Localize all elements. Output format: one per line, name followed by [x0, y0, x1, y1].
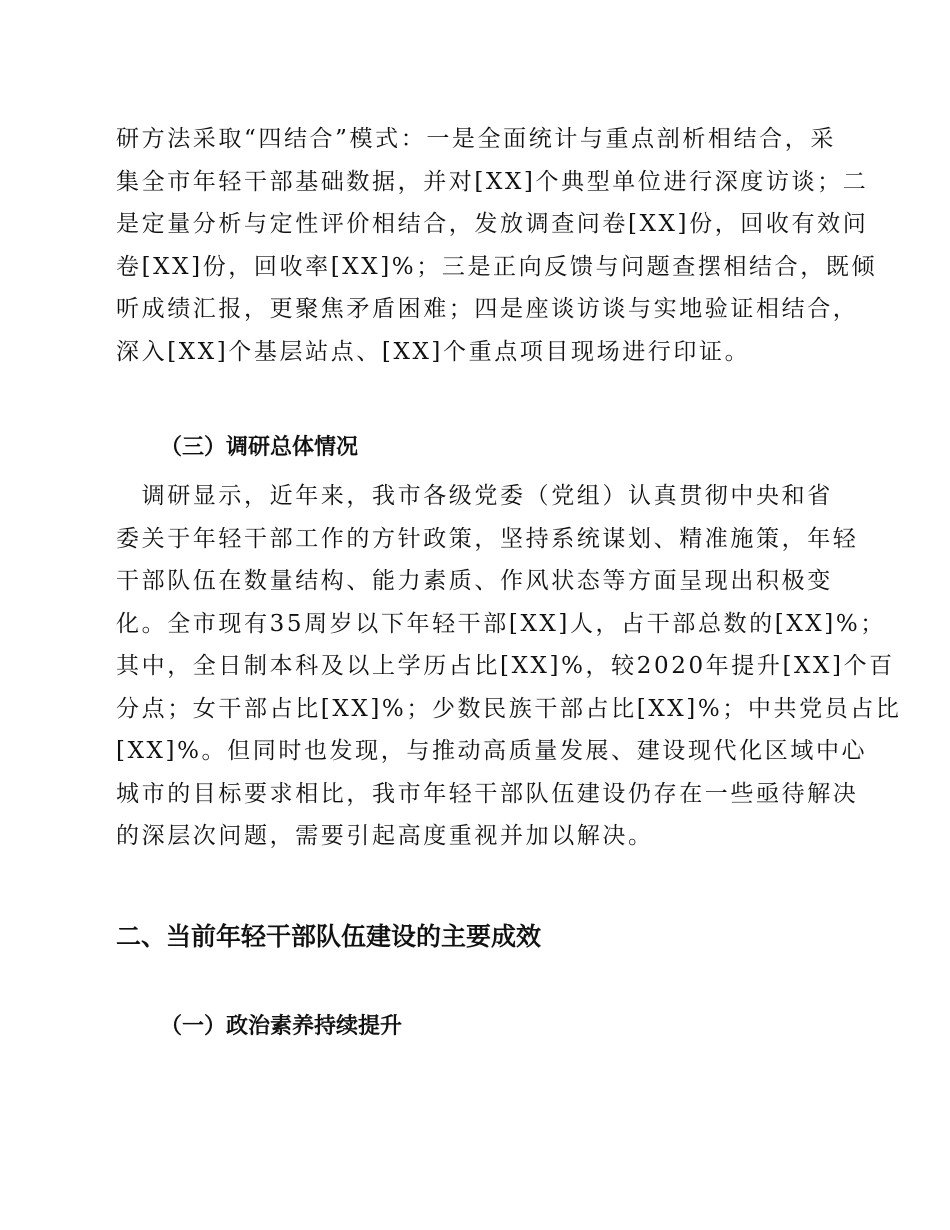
- overview-paragraph: [116, 475, 902, 858]
- paragraph-line: 的深层次问题，需要引起高度重视并加以解决。: [116, 823, 654, 849]
- paragraph-line: 其中，全日制本科及以上学历占比[XX]%，较2020年提升[XX]个百: [116, 653, 895, 679]
- paragraph-line: 分点；女干部占比[XX]%；少数民族干部占比[XX]%；中共党员占比: [116, 695, 902, 722]
- paragraph-line: 是定量分析与定性评价相结合，发放调查问卷[XX]份，回收有效问: [116, 211, 869, 237]
- chapter-heading: 二、当前年轻干部队伍建设的主要成效: [116, 922, 542, 951]
- paragraph-line: 集全市年轻干部基础数据，并对[XX]个典型单位进行深度访谈；二: [116, 168, 869, 195]
- section-heading: （一）政治素养持续提升: [160, 1014, 403, 1039]
- paragraph-line: 研方法采取“四结合”模式：一是全面统计与重点剖析相结合，采: [116, 126, 836, 152]
- paragraph-line: 委关于年轻干部工作的方针政策，坚持系统谋划、精准施策，年轻: [116, 525, 859, 552]
- paragraph-line: 干部队伍在数量结构、能力素质、作风状态等方面呈现出积极变: [116, 568, 833, 594]
- paragraph-line: [XX]%。但同时也发现，与推动高质量发展、建设现代化区域中心: [116, 738, 868, 764]
- paragraph-line: 化。全市现有35周岁以下年轻干部[XX]人，占干部总数的[XX]%；: [116, 610, 886, 637]
- paragraph-line: 城市的目标要求相比，我市年轻干部队伍建设仍存在一些亟待解决: [116, 780, 859, 807]
- paragraph-line: 听成绩汇报，更聚焦矛盾困难；四是座谈访谈与实地验证相结合，: [116, 296, 859, 322]
- methods-paragraph: [116, 118, 878, 373]
- section-heading: （三）调研总体情况: [160, 435, 359, 460]
- paragraph-line: 卷[XX]份，回收率[XX]%；三是正向反馈与问题查摆相结合，既倾: [116, 253, 878, 280]
- paragraph-line: 深入[XX]个基层站点、[XX]个重点项目现场进行印证。: [116, 338, 751, 365]
- paragraph-line: 调研显示，近年来，我市各级党委（党组）认真贯彻中央和省: [116, 483, 833, 509]
